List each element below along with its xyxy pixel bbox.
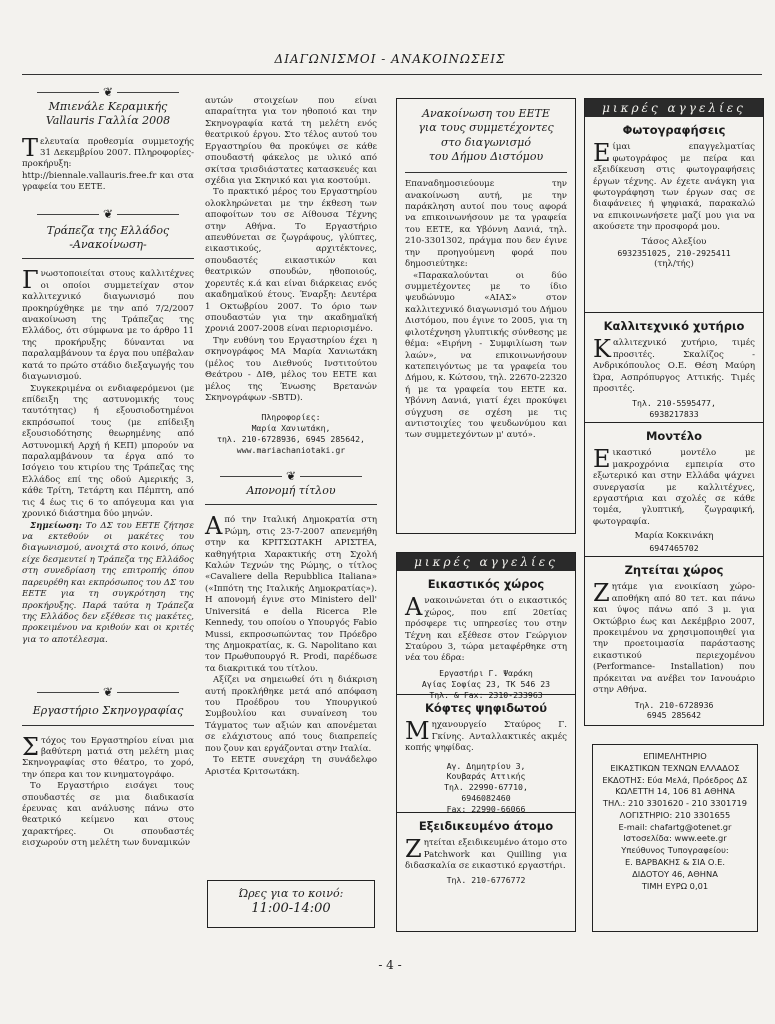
workshop-cont-1: αυτών στοιχείων που είναι απαραίτητα για τον ηθοποιό και την Σκηνογραφία κατά τη μελέτη ενός θεατρικού έργου. Στο τέλος αυτού του Εργαστηρίου θα προκύψει σε κάθε σπουδαστή φάκελος με υλικό από σκίτσα τρισδιάστατες κατασκευές και σχέδια για Σκηνικό και για κοστούμι. <box>205 96 377 186</box>
imprint-box: ΕΠΙΜΕΛΗΤΗΡΙΟ ΕΙΚΑΣΤΙΚΩΝ ΤΕΧΝΩΝ ΕΛΛΑΔΟΣ ΕΚΔΟΤΗΣ: Εύα Μελά, Πρόεδρος ΔΣ ΚΩΛΕΤΤΗ 14, 106 81 ΑΘΗΝΑ ΤΗΛ.: 210 3301620 - 210 3301719 ΛΟΓΙΣΤΗΡΙΟ: 210 3301655 E-mail: chafartg@otenet.gr Ιστοσελίδα: www.eete.gr Υπεύθυνος Τυπογραφείου: Ε. ΒΑΡΒΑΚΗΣ & ΣΙΑ Ο.Ε. ΔΙΔΟΤΟΥ 46, ΑΘΗΝΑ ΤΙΜΗ ΕΥΡΩ 0,01 <box>592 744 758 932</box>
ornament-divider: ❦ <box>22 686 194 698</box>
bank-body-2: Συγκεκριμένα οι ενδιαφερόμενοι (με επίδειξη της αστυνομικής τους ταυτότητας) ή εξουσιοδοτημένοι εκπρόσωποί τους (με επίδειξη εξουσιοδότησης θεωρημένης από Αστυνομική Αρχή ή ΚΕΠ) μπορούν να παραλαμβάνουν τα έργα από το Ισόγειο του κτιρίου της Τράπεζας της Ελλάδος επί της οδού Αμερικής 3, κάθε Τρίτη, Τετάρτη και Πέμπτη, από τις 4 έως τις 6 το απόγευμα και για χρονικό διάστημα δύο μηνών. <box>22 383 194 520</box>
workshop-info: Πληροφορίες: Μαρία Χανιωτάκη, τηλ. 210-6728936, 6945 285642, www.mariachaniotaki.gr <box>217 412 365 456</box>
biennale-body: Τελευταία προθεσμία συμμετοχής 31 Δεκεμβρίου 2007. Πληροφορίες-προκήρυξη: http://biennale.vallauris.free.fr και στα γραφεία του ΕΕΤΕ. <box>22 133 194 193</box>
workshop-title: Εργαστήριο Σκηνογραφίας <box>32 704 184 718</box>
section-rule <box>205 504 377 505</box>
bank-body: Γνωστοποιείται στους καλλιτέχνες οι οποίοι συμμετείχαν στον καλλιτεχνικό διαγωνισμό που προκηρύχθηκε με την από 7/2/2007 ανακοίνωση της Τράπεζας της Ελλάδος, ότι σύμφωνα με το άρθρο 11 της προκήρυξης δύνανται να παραλαμβάνουν τα έργα που υπέβαλαν κατά το πρώτο στάδιο διεξαγωγής του διαγωνισμού. <box>22 266 194 383</box>
bank-title: Τράπεζα της Ελλάδος -Ανακοίνωση- <box>46 223 170 251</box>
classifieds-col3 <box>396 552 576 932</box>
ornament-divider: ❦ <box>205 470 377 482</box>
announcement-box <box>396 98 576 534</box>
award-body-3: Το ΕΕΤΕ συνεχάρη τη συνάδελφο Αριστέα Κριτσωτάκη. <box>205 755 377 777</box>
bank-note: Σημείωση: Το ΔΣ του ΕΕΤΕ ζήτησε να εκτεθούν οι μακέτες του διαγωνισμού, ανοιχτά στο κοινό, όπως είχε δεσμευτεί η Τράπεζα της Ελλάδος στη συνεδρίαση της επιτροπής όπου παρευρέθη και εκπρόσωπος του ΔΣ του ΕΕΤΕ για τη συγκρότηση της προκήρυξης. Παρά ταύτα η Τράπεζα της Ελλάδος δεν εξέθεσε τις μακέτες, προκειμένου να κριθούν και οι κριτές για το αποτέλεσμα. <box>22 520 195 645</box>
announcement-body-1: Επαναδημοσιεύουμε την ανακοίνωση αυτή, με την παράκληση αυτοί που τους αφορά να επικοινωνήσουν με τα γραφεία του ΕΕΤΕ, κα Υβόννη Δανιά, τηλ. 210-3301302, πράγμα που δεν έγινε την προηγούμενη φορά που δημοσιεύτηκε: <box>405 179 567 270</box>
section-rule <box>22 258 194 259</box>
biennale-title: Μπιενάλε Κεραμικής Vallauris Γαλλία 2008 <box>45 100 171 128</box>
workshop-cont-2: Το πρακτικό μέρος του Εργαστηρίου ολοκληρώνεται με την έκθεση των αποφοίτων του σε Αίθουσα Τέχνης στην Αθήνα. Το Εργαστήριο απευθύνεται σε ζωγράφους, γλύπτες, εικαστικούς, αρχιτέκτονες, σπουδαστές εικαστικών και θεατρικών σπουδών, ηθοποιούς, χορευτές κ.ά και είναι διάρκειας ενός ακαδημαϊκού έτους. Έναρξη: Δευτέρα 1 Οκτωβρίου 2007. Το όριο των σπουδαστών για την ακαδημαϊκή χρονιά 2007-2008 είναι περιορισμένο. <box>205 187 377 335</box>
workshop-body: Στόχος του Εργαστηρίου είναι μια βαθύτερη ματιά στη μελέτη μιας Σκηνογραφίας στο θέατρο, το χορό, την όπερα και τον κινηματογράφο. <box>22 732 194 780</box>
page-number: - 4 - <box>378 958 402 972</box>
header-rule <box>22 74 762 75</box>
ad-mosaic-cutters: Κόφτες ψηφιδωτού Μηχανουργείο Σταύρος Γ. Γκίνης. Ανταλλακτικές ακμές κοπής ψηφίδας. Αγ. Δημητρίου 3, Κουβαράς Αττικής Τηλ. 22990-67710, 6946082460 Fax: 22990-66066 <box>397 695 575 813</box>
ad-specialist: Εξειδικευμένο άτομο Ζητείται εξειδικευμένο άτομο στο Patchwork και Quilling για διδασκαλία σε εικαστικό εργαστήρι. Τηλ. 210-6776772 <box>405 819 567 885</box>
award-body: Από την Ιταλική Δημοκρατία στη Ρώμη, στις 23-7-2007 απενεμήθη στην κα ΚΡΙΤΣΩΤΑΚΗ ΑΡΙΣΤΕΑ, καθηγήτρια Χαρακτικής στη Σχολή Καλών Τεχνών της Ρώμης, ο τίτλος «Cavaliere della Repubblica Italiana» («Ιππότη της Ιταλικής Δημοκρατίας»). Η απονομή έγινε στο Ministero dell' Universitá e della Ricerca P.le Kennedy, του οποίου ο Υπουργός Fabio Mussi, εκπροσωπώντας τον Πρόεδρο της Δημοκρατίας, κ. G. Napolitano και τον Πρωθυπουργό R. Prodi, παρέδωσε τα διακριτικά του τίτλου. <box>205 512 377 674</box>
workshop-cont-3: Την ευθύνη του Εργαστηρίου έχει η σκηνογράφος ΜΑ Μαρία Χανιωτάκη (μέλος του Διεθνούς Ινστιτούτου Θεάτρου - ΔΙΘ, μέλος του ΕΕΤΕ και μέλος της Ένωσης Βρετανών Σκηνογράφων -SBTD). <box>205 335 377 403</box>
column-1 <box>22 86 194 850</box>
award-title: Απονομή τίτλου <box>246 484 336 498</box>
section-rule <box>22 725 194 726</box>
announcement-body-2: «Παρακαλούνται οι δύο συμμετέχοντες με το ίδιο ψευδώνυμο «ΑΙΑΣ» στον καλλιτεχνικό διαγωνισμό του Δήμου Διστόμου, που έγινε το 2005, για τη φιλοτέχνηση γλυπτικής σύνθεσης με θέμα: «Ειρήνη - Συμφιλίωση των λαών», να επικοινωνήσουν κατεπειγόντως με τα γραφεία του Δήμου, κ. Κώτσου, τηλ. 22670-22320 ή με τα γραφεία του ΕΕΤΕ κα. Υβόννη Δανιά, γιατί έχει προκύψει σύγχυση σε σχέση με τις αντιστοιχίες του ψευδωνύμου και των συμμετεχόντων μ' αυτό». <box>405 270 567 441</box>
page-header: ΔΙΑΓΩΝΙΣΜΟΙ - ΑΝΑΚΟΙΝΩΣΕΙΣ <box>274 52 506 66</box>
classifieds-banner: μικρές αγγελίες <box>397 553 575 571</box>
award-body-2: Αξίζει να σημειωθεί ότι η διάκριση αυτή προκλήθηκε μετά από απόφαση του Προέδρου του Υπουργικού Συμβουλίου και συναίνεση του Τάγματος των αξιών και απονέμεται σε ελάχιστους από τους διαπρεπείς που ζουν και εργάζονται στην Ιταλία. <box>205 675 377 754</box>
hours-box: Ώρες για το κοινό: 11:00-14:00 <box>207 880 375 928</box>
workshop-body-2: Το Εργαστήριο εισάγει τους σπουδαστές σε μια διαδικασία έρευνας και ανάλυσης πάνω στο θεατρικό κείμενο και στους χαρακτήρες. Οι σπουδαστές εισχωρούν στη μελέτη των δυναμικών <box>22 781 194 849</box>
ad-space-wanted: Ζητείται χώρος Ζητάμε για ενοικίαση χώρο-αποθήκη από 80 τετ. και πάνω και ύψος πάνω από 3 μ. για Οκτώβριο έως και Δεκέμβριο 2007, προκειμένου να χρησιμοποιηθεί για την προετοιμασία παράστασης εικαστικού περιεχομένου (Performance- Installation) που πρόκειται να ανέβει τον Ιανουάριο στην Αθήνα. Τηλ. 210-6728936 6945 285642 <box>593 563 755 721</box>
ad-foundry: Καλλιτεχνικό χυτήριο Καλλιτεχνικό χυτήριο, τιμές προσιτές. Σκαλίζος - Ανδρικόπουλος Ο.Ε. Θέση Μαύρη Ώρα, Ασπρόπυργος Αττικής. Τιμές προσιτές. Τηλ. 210-5595477, 6938217833 <box>585 313 763 423</box>
ad-photography: Φωτογραφήσεις Είμαι επαγγελματίας φωτογράφος με πείρα και εξειδίκευση στις φωτογραφήσεις έργων τέχνης. Αν έχετε ανάγκη για φωτογράφηση των έργων σας σε διαφάνειες ή ψηφιακά, παρακαλώ να επικοινωνήσετε μαζί μου για να ακούσετε την προσφορά μου. Τάσος Αλεξίου 6932351025, 210-2925411 (τηλ/τής) <box>585 117 763 313</box>
section-rule <box>405 172 567 173</box>
announcement-title: Ανακοίνωση του ΕΕΤΕ για τους συμμετέχοντες στο διαγωνισμό του Δήμου Διστόμου <box>418 107 554 163</box>
ornament-divider: ❦ <box>22 208 194 220</box>
ornament-divider: ❦ <box>22 86 194 98</box>
column-2 <box>205 96 377 778</box>
classifieds-col4 <box>584 98 764 726</box>
ad-model: Μοντέλο Εικαστικό μοντέλο με μακροχρόνια εμπειρία στο εξωτερικό και στην Ελλάδα ψάχνει συνεργασία με καλλιτέχνες, εργαστήρια και σχολές σε κάθε τομέα, γλυπτική, ζωγραφική, φωτογραφία. Μαρία Κοκκινάκη 6947465702 <box>585 423 763 557</box>
ad-exhibition-space: Εικαστικός χώρος Ανακοινώνεται ότι ο εικαστικός χώρος, που επί 20ετίας πρόσφερε τις υπηρεσίες του στην Τέχνη και εξέθεσε στον Γεώργιον Σταύρου 3, τώρα μεταφέρθηκε στη νέα του έδρα: Εργαστήρι Γ. Ψαράκη Αγίας Σοφίας 23, ΤΚ 546 23 Τηλ. & Fax: 2310-233963 <box>397 571 575 695</box>
classifieds-banner: μικρές αγγελίες <box>585 99 763 117</box>
